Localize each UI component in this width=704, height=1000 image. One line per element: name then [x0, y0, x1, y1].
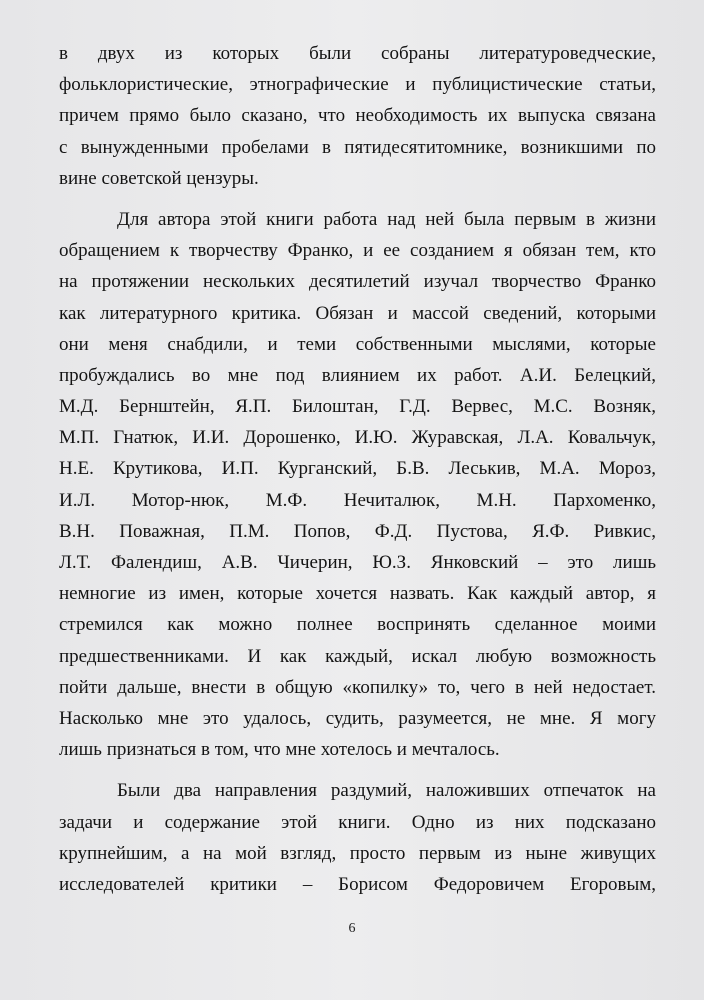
text-line: И.Л. Мотор-нюк, М.Ф. Нечиталюк, М.Н. Пархоменко, — [59, 489, 656, 511]
text-line: стремился как можно полнее воспринять сделанное моими — [59, 614, 656, 636]
page-number: 6 — [348, 921, 356, 936]
paragraph — [59, 38, 656, 194]
text-line: Были два направления раздумий, наложивших отпечаток на — [117, 780, 656, 802]
text-line: Н.Е. Крутикова, И.П. Курганский, Б.В. Леськив, М.А. Мороз, — [59, 458, 656, 480]
text-line: немногие из имен, которые хочется назвать. Как каждый автор, я — [59, 583, 656, 605]
text-line: пробуждались во мне под влиянием их работ. А.И. Белецкий, — [59, 364, 656, 386]
text-line: М.Д. Бернштейн, Я.П. Билоштан, Г.Д. Вервес, М.С. Возняк, — [59, 396, 656, 418]
text-line: исследователей критики – Борисом Федоровичем Егоровым, — [59, 873, 656, 895]
text-line: В.Н. Поважная, П.М. Попов, Ф.Д. Пустова, Я.Ф. Ривкис, — [59, 520, 656, 542]
text-line: задачи и содержание этой книги. Одно из них подсказано — [59, 811, 656, 833]
text-line: Для автора этой книги работа над ней была первым в жизни — [117, 208, 656, 230]
text-line: в двух из которых были собраны литературоведческие, — [59, 43, 656, 64]
text-line: фольклористические, этнографические и публицистические статьи, — [59, 74, 656, 96]
text-line: Насколько мне это удалось, судить, разумеется, не мне. Я могу — [59, 707, 656, 729]
paragraph — [59, 775, 656, 900]
paragraph-gap — [59, 194, 656, 204]
text-line: предшественниками. И как каждый, искал любую возможность — [59, 645, 656, 667]
text-line: как литературного критика. Обязан и массой сведений, которыми — [59, 302, 656, 324]
text-line: вине советской цензуры. — [59, 167, 259, 189]
text-line: крупнейшим, а на мой взгляд, просто первым из ныне живущих — [59, 842, 656, 864]
text-line: пойти дальше, внести в общую «копилку» то, чего в ней недостает. — [59, 676, 656, 698]
text-line: Л.Т. Фалендиш, А.В. Чичерин, Ю.З. Янковский – это лишь — [59, 552, 656, 573]
paragraph-gap — [59, 765, 656, 775]
text-line: на протяжении нескольких десятилетий изучал творчество Франко — [59, 271, 656, 293]
text-line: лишь признаться в том, что мне хотелось и мечталось. — [59, 739, 500, 761]
body-text — [59, 38, 656, 900]
text-line: они меня снабдили, и теми собственными мыслями, которые — [59, 333, 656, 355]
text-line: обращением к творчеству Франко, и ее созданием я обязан тем, кто — [59, 240, 656, 262]
text-line: причем прямо было сказано, что необходимость их выпуска связана — [59, 105, 656, 127]
text-line: М.П. Гнатюк, И.И. Дорошенко, И.Ю. Журавская, Л.А. Ковальчук, — [59, 427, 656, 449]
paragraph — [59, 204, 656, 765]
text-line: с вынужденными пробелами в пятидесятитомнике, возникшими по — [59, 136, 656, 158]
